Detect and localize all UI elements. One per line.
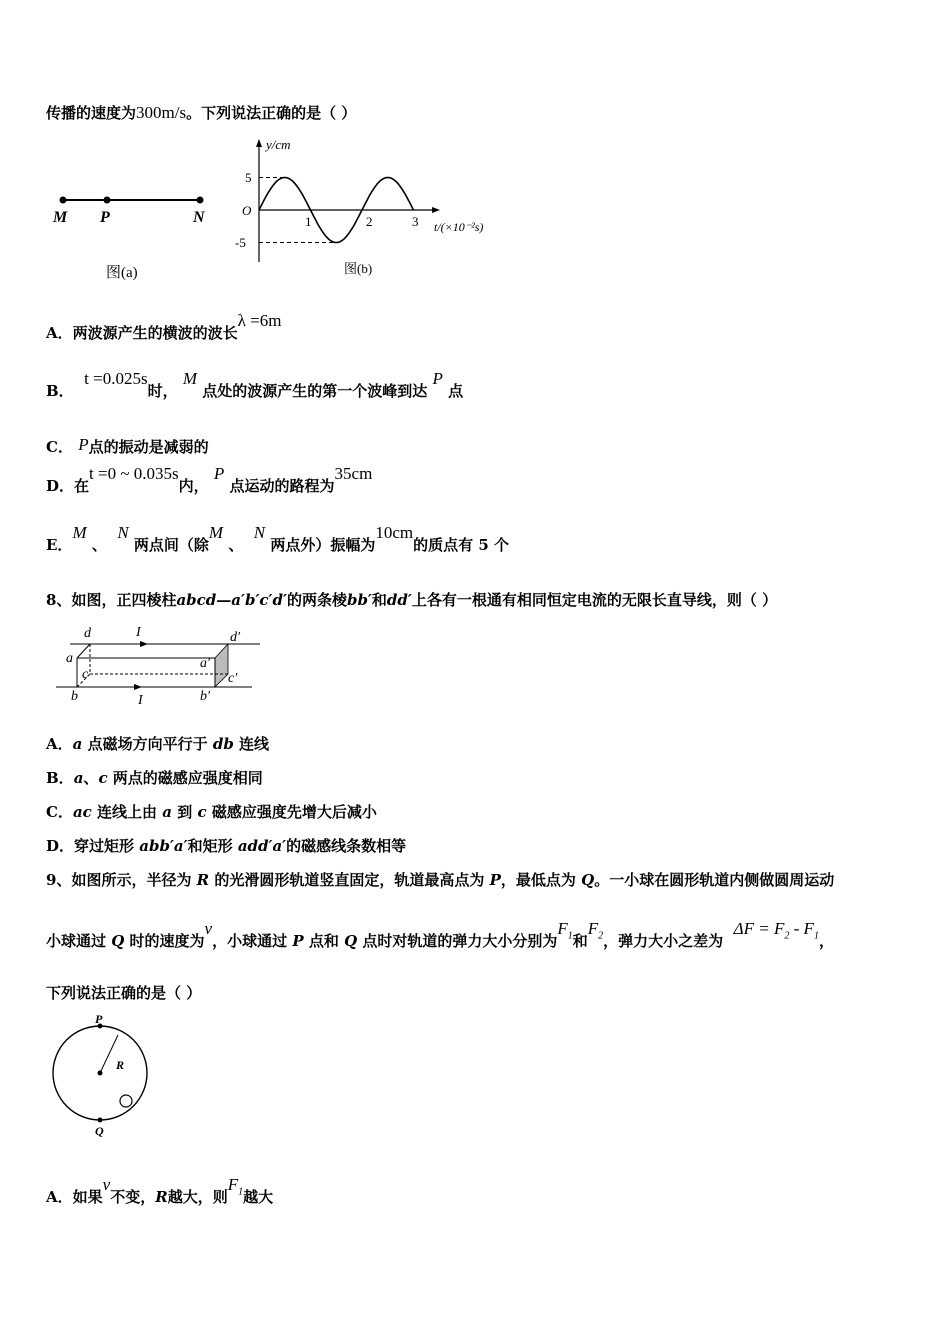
label-p: P xyxy=(100,209,110,226)
label-c: c xyxy=(82,667,89,682)
point-q-dot xyxy=(98,1118,103,1123)
q8-option-c: C．ac 连线上由 a 到 c 磁感应强度先增大后减小 xyxy=(46,803,377,821)
q8-option-a: A．a 点磁场方向平行于 db 连线 xyxy=(46,735,270,753)
x-tick-label-3: 3 xyxy=(412,214,419,229)
option-a: A．两波源产生的横波的波长λ =6m xyxy=(46,311,282,342)
x-tick-label-2: 2 xyxy=(366,214,373,229)
speed-math: 300m/s xyxy=(136,103,187,122)
q7-stem: 传播的速度为300m/s。下列说法正确的是（ ） xyxy=(46,103,357,122)
y-axis-arrow xyxy=(256,139,262,147)
point-m xyxy=(60,197,67,204)
origin-label: O xyxy=(242,203,252,218)
label-d: d xyxy=(84,626,91,641)
option-b: B． t =0.025s时， M 点处的波源产生的第一个波峰到达 P 点 xyxy=(46,369,464,400)
current-arrow-top xyxy=(140,641,148,647)
label-b: b xyxy=(71,689,78,704)
caption-b: 图(b) xyxy=(344,261,373,276)
q9-stem-line2: 小球通过 Q 时的速度为v，小球通过 P 点和 Q 点时对轨道的弹力大小分别为$F_1$和$F_2$，弹力大小之差为 $\Delta F = F_2 - F_1$， xyxy=(46,919,834,950)
point-n xyxy=(197,197,204,204)
edge-ad xyxy=(77,644,90,658)
label-b-prime: b′ xyxy=(200,689,211,704)
wavelength-math: λ =6m xyxy=(237,311,282,330)
label-a: a xyxy=(66,651,73,666)
figure-a xyxy=(46,188,226,288)
prism-end-face xyxy=(215,644,228,687)
current-arrow-bottom xyxy=(134,684,142,690)
option-d: D．在t =0 ~ 0.035s内， P 点运动的路程为35cm xyxy=(46,464,373,495)
label-n: N xyxy=(193,209,205,226)
label-a-prime: a′ xyxy=(200,656,211,671)
delta-f-math: $\Delta F = F_2 - F_1$ xyxy=(733,919,819,942)
label-p: P xyxy=(95,1012,103,1026)
y-tick-label-neg5: -5 xyxy=(235,235,246,250)
label-current-top: I xyxy=(136,625,141,640)
label-c-prime: c′ xyxy=(228,671,238,686)
circle-track-figure xyxy=(46,1012,156,1142)
ball xyxy=(120,1095,132,1107)
caption-a: 图(a) xyxy=(106,265,138,281)
x-axis-arrow xyxy=(432,207,440,213)
q9-stem-line1: 9、如图所示，半径为 R 的光滑圆形轨道竖直固定，轨道最高点为 P，最低点为 Q。一小球在圆形轨道内侧做圆周运动 xyxy=(46,871,835,889)
prism-figure xyxy=(52,620,262,706)
q9-stem-line3: 下列说法正确的是（ ） xyxy=(46,984,202,1002)
label-d-prime: d′ xyxy=(230,630,241,645)
label-current-bottom: I xyxy=(138,693,143,706)
option-c: C． P点的振动是减弱的 xyxy=(46,435,209,456)
option-e: E．M 、 N 两点间（除M 、 N 两点外）振幅为10cm的质点有 5 个 xyxy=(46,523,510,554)
y-tick-label-5: 5 xyxy=(245,170,252,185)
q9-option-a: A．如果v不变，R越大，则$F_1$越大 xyxy=(46,1175,274,1206)
q8-option-d: D．穿过矩形 abb′a′和矩形 add′a′的磁感线条数相等 xyxy=(46,837,407,855)
point-p xyxy=(104,197,111,204)
y-axis-label: y/cm xyxy=(266,137,291,152)
figure-b-chart xyxy=(228,135,518,285)
x-tick-label-1: 1 xyxy=(305,214,312,229)
label-q: Q xyxy=(95,1124,104,1138)
q8-stem: 8、如图，正四棱柱abcd—a′b′c′d′的两条棱bb′和dd′上各有一根通有相同恒定电流的无限长直导线，则（ ） xyxy=(46,591,778,609)
label-r: R xyxy=(116,1058,125,1072)
label-m: M xyxy=(53,209,68,226)
x-axis-label: t/(×10⁻²s) xyxy=(434,220,484,234)
q8-option-b: B．a、c 两点的磁感应强度相同 xyxy=(46,769,263,787)
